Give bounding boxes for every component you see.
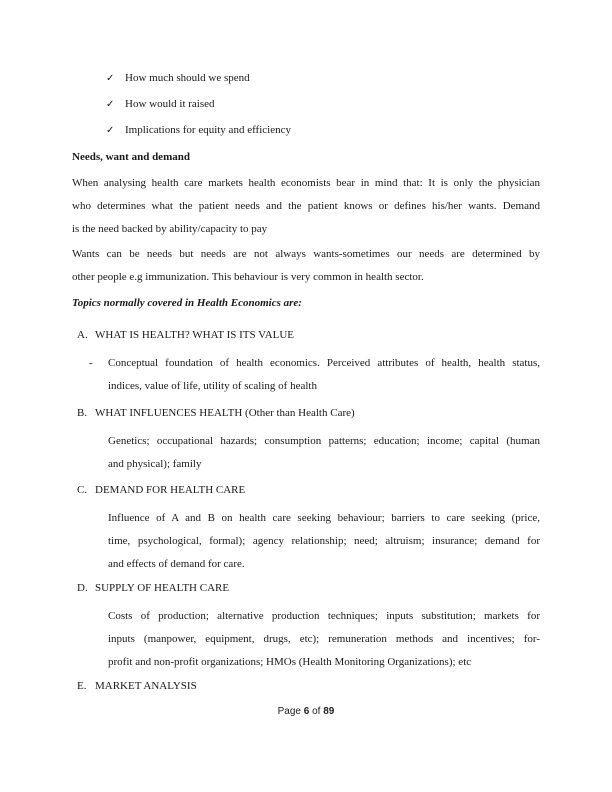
topic-heading-c xyxy=(77,484,245,497)
paragraph-needs-definition xyxy=(72,172,540,241)
topic-letter: E. xyxy=(77,680,87,692)
topic-body-c xyxy=(108,507,540,576)
topic-body-line: inputs (manpower, equipment, drugs, etc); remuneration methods and incentives; for- xyxy=(108,633,540,645)
topic-body-line: profit and non-profit organizations; HMOs (Health Monitoring Organizations); etc xyxy=(108,656,472,668)
dash-bullet-icon: - xyxy=(89,357,93,369)
topic-heading-e xyxy=(77,680,197,693)
page-separator: of xyxy=(309,706,324,717)
paragraph-wants-vs-needs xyxy=(72,243,540,289)
checkmark-icon: ✓ xyxy=(106,125,115,136)
checklist-item xyxy=(106,72,250,85)
topic-body-b xyxy=(108,430,540,476)
topic-body-line: time, psychological, formal); agency relationship; need; altruism; insurance; demand for xyxy=(108,535,540,547)
paragraph-line: other people e.g immunization. This behaviour is very common in health sector. xyxy=(72,271,424,283)
topic-letter: D. xyxy=(77,582,88,594)
topic-body-line: Conceptual foundation of health economics. Perceived attributes of health, health status, xyxy=(108,357,540,369)
topic-body-line: and physical); family xyxy=(108,458,202,470)
topic-title: SUPPLY OF HEALTH CARE xyxy=(95,582,230,594)
topic-heading-d xyxy=(77,582,229,595)
checklist-text: How much should we spend xyxy=(125,72,250,84)
paragraph-line: who determines what the patient needs and the patient knows or defines his/her wants. Demand xyxy=(72,200,540,212)
topic-body-line: Genetics; occupational hazards; consumption patterns; education; income; capital (human xyxy=(108,435,540,447)
checkmark-icon: ✓ xyxy=(106,99,115,110)
paragraph-line: When analysing health care markets health economists bear in mind that: It is only the physician xyxy=(72,177,540,189)
checklist-item xyxy=(106,98,215,111)
page-footer xyxy=(0,706,612,718)
checklist-text: Implications for equity and efficiency xyxy=(125,124,291,136)
topic-body-line: Influence of A and B on health care seeking behaviour; barriers to care seeking (price, xyxy=(108,512,540,524)
topic-body-line: indices, value of life, utility of scaling of health xyxy=(108,380,317,392)
topic-letter: C. xyxy=(77,484,88,496)
topics-heading: Topics normally covered in Health Economics are: xyxy=(72,297,302,309)
topic-body-a xyxy=(108,352,540,398)
topic-title: WHAT IS HEALTH? WHAT IS ITS VALUE xyxy=(95,329,295,341)
checkmark-icon: ✓ xyxy=(106,73,115,84)
topic-heading-a xyxy=(77,329,294,342)
topic-body-line: Costs of production; alternative production techniques; inputs substitution; markets for xyxy=(108,610,540,622)
section-heading-needs: Needs, want and demand xyxy=(72,151,190,163)
topic-body-line: and effects of demand for care. xyxy=(108,558,245,570)
page-label: Page xyxy=(277,706,304,717)
total-pages-number: 89 xyxy=(323,706,335,717)
topic-title: DEMAND FOR HEALTH CARE xyxy=(95,484,246,496)
paragraph-line: Wants can be needs but needs are not always wants-sometimes our needs are determined by xyxy=(72,248,540,260)
topic-title: MARKET ANALYSIS xyxy=(95,680,197,692)
topic-body-d xyxy=(108,605,540,674)
paragraph-line: is the need backed by ability/capacity to pay xyxy=(72,223,268,235)
current-page-number: 6 xyxy=(303,706,310,717)
topic-letter: B. xyxy=(77,407,88,419)
checklist-item xyxy=(106,124,291,137)
topic-letter: A. xyxy=(77,329,88,341)
topic-heading-b xyxy=(77,407,355,420)
checklist-text: How would it raised xyxy=(125,98,215,110)
topic-title: WHAT INFLUENCES HEALTH (Other than Health Care) xyxy=(95,407,355,419)
